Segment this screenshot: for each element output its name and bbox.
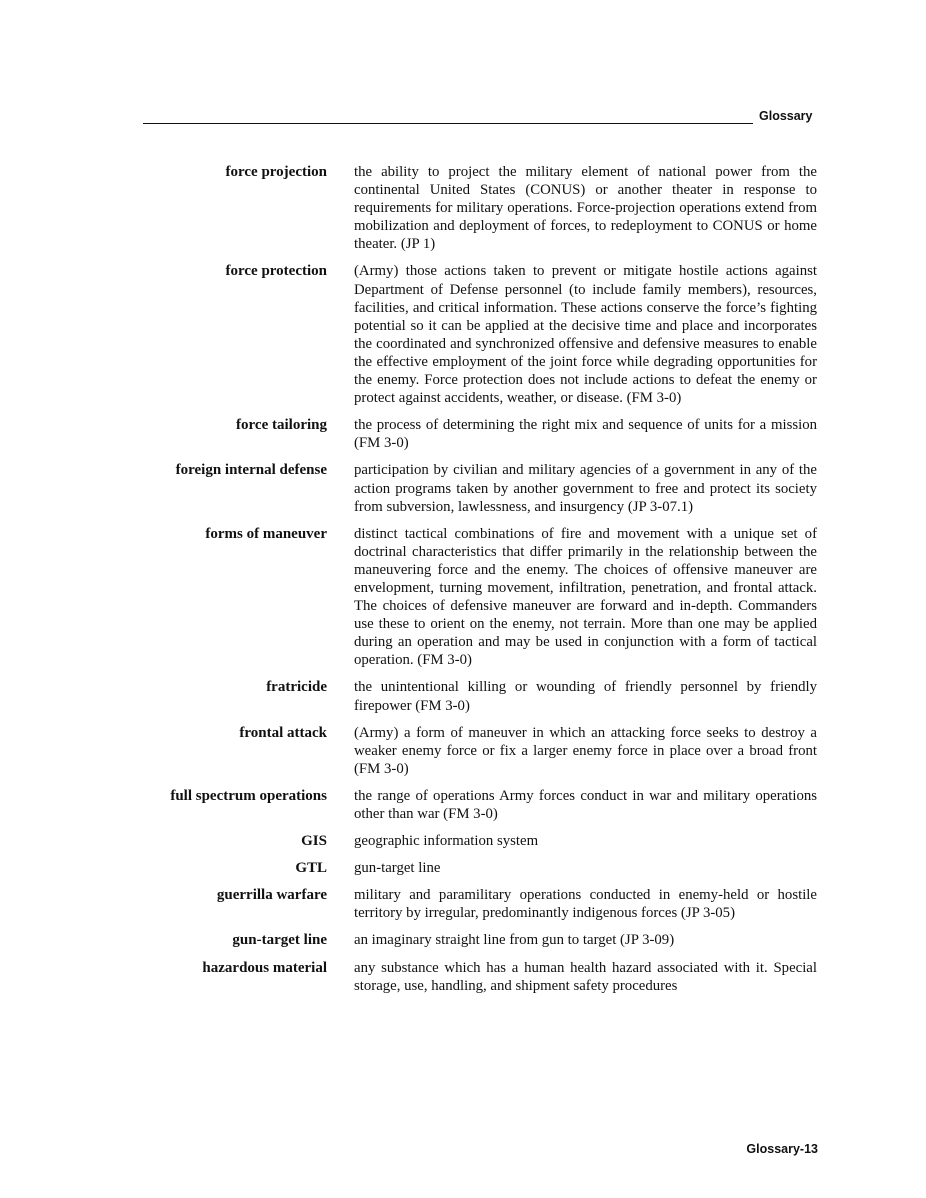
glossary-definition: the range of operations Army forces conduct in war and military operations other than war (FM 3-0): [354, 787, 817, 822]
glossary-term: force tailoring: [236, 417, 327, 434]
glossary-entry: [0, 678, 926, 714]
glossary-definition: an imaginary straight line from gun to target (JP 3-09): [354, 932, 675, 949]
glossary-definition: distinct tactical combinations of fire and movement with a unique set of doctrinal characteristics that differ primarily in the relationship between the maneuvering force and the enemy. The choices of offensive maneuver are envelopment, turning movement, infiltration, penetration, and frontal attack. The choices of defensive maneuver are forward and in-depth. Commanders use these to orient on the enemy, not terrain. More than one may be applied during an operation and may be used in conjunction with a form of tactical operation. (FM 3-0): [354, 525, 817, 669]
glossary-term: forms of maneuver: [205, 525, 327, 542]
glossary-entry: [0, 461, 926, 515]
glossary-term: guerrilla warfare: [216, 887, 327, 904]
glossary-entry: [0, 262, 926, 407]
glossary-entry: [0, 959, 926, 995]
glossary-definition: (Army) those actions taken to prevent or mitigate hostile actions against Department of Defense personnel (to include family members), resources, facilities, and critical information. These actions conserve the force’s fighting potential so it can be applied at the decisive time and place and incorporates the coordinated and synchronized offensive and defensive measures to enable the effective employment of the joint force while degrading opportunities for the enemy. Force protection does not include actions to defeat the enemy or protect against accidents, weather, or disease. (FM 3-0): [354, 263, 817, 407]
glossary-definition: geographic information system: [354, 833, 539, 850]
glossary-definition: the process of determining the right mix and sequence of units for a mission (FM 3-0): [354, 417, 817, 452]
glossary-term: GTL: [295, 860, 327, 877]
glossary-term: force projection: [225, 164, 327, 180]
glossary-term: GIS: [301, 833, 327, 850]
glossary-entry: [0, 163, 926, 253]
glossary-definition: any substance which has a human health hazard associated with it. Special storage, use, handling, and shipment safety procedures: [354, 959, 817, 994]
glossary-definition: gun-target line: [354, 860, 441, 877]
glossary-term: force protection: [225, 263, 327, 280]
glossary-term: frontal attack: [239, 724, 327, 741]
glossary-term: hazardous material: [202, 959, 327, 976]
glossary-definition: the unintentional killing or wounding of friendly personnel by friendly firepower (FM 3-0): [354, 679, 817, 714]
glossary-term: gun-target line: [232, 932, 327, 949]
glossary-definition: military and paramilitary operations conducted in enemy-held or hostile territory by irregular, predominantly indigenous forces (JP 3-05): [354, 887, 817, 922]
glossary-entry: [0, 886, 926, 922]
glossary-definition: (Army) a form of maneuver in which an attacking force seeks to destroy a weaker enemy force or fix a larger enemy force in place over a broad front (FM 3-0): [354, 724, 817, 777]
glossary-entry: [0, 525, 926, 670]
glossary-term: fratricide: [266, 679, 327, 696]
glossary-entry: [0, 416, 926, 452]
running-header-title: Glossary: [759, 109, 813, 123]
glossary-entry: [0, 859, 926, 877]
page-number: Glossary-13: [746, 1142, 818, 1156]
glossary-term: foreign internal defense: [175, 462, 327, 479]
glossary-definition: the ability to project the military element of national power from the continental United States (CONUS) or another theater in response to requirements for military operations. Force-projection operations extend from mobilization and deployment of forces, to redeployment to CONUS or home theater. (JP 1): [354, 164, 817, 253]
header-rule: [143, 123, 753, 124]
glossary-entries: [0, 163, 926, 1004]
glossary-entry: [0, 931, 926, 949]
glossary-entry: [0, 724, 926, 778]
glossary-term: full spectrum operations: [170, 787, 327, 804]
glossary-entry: [0, 787, 926, 823]
glossary-entry: [0, 832, 926, 850]
glossary-definition: participation by civilian and military agencies of a government in any of the action programs taken by another government to free and protect its society from subversion, lawlessness, and insurgency (JP 3-07.1): [354, 462, 817, 515]
